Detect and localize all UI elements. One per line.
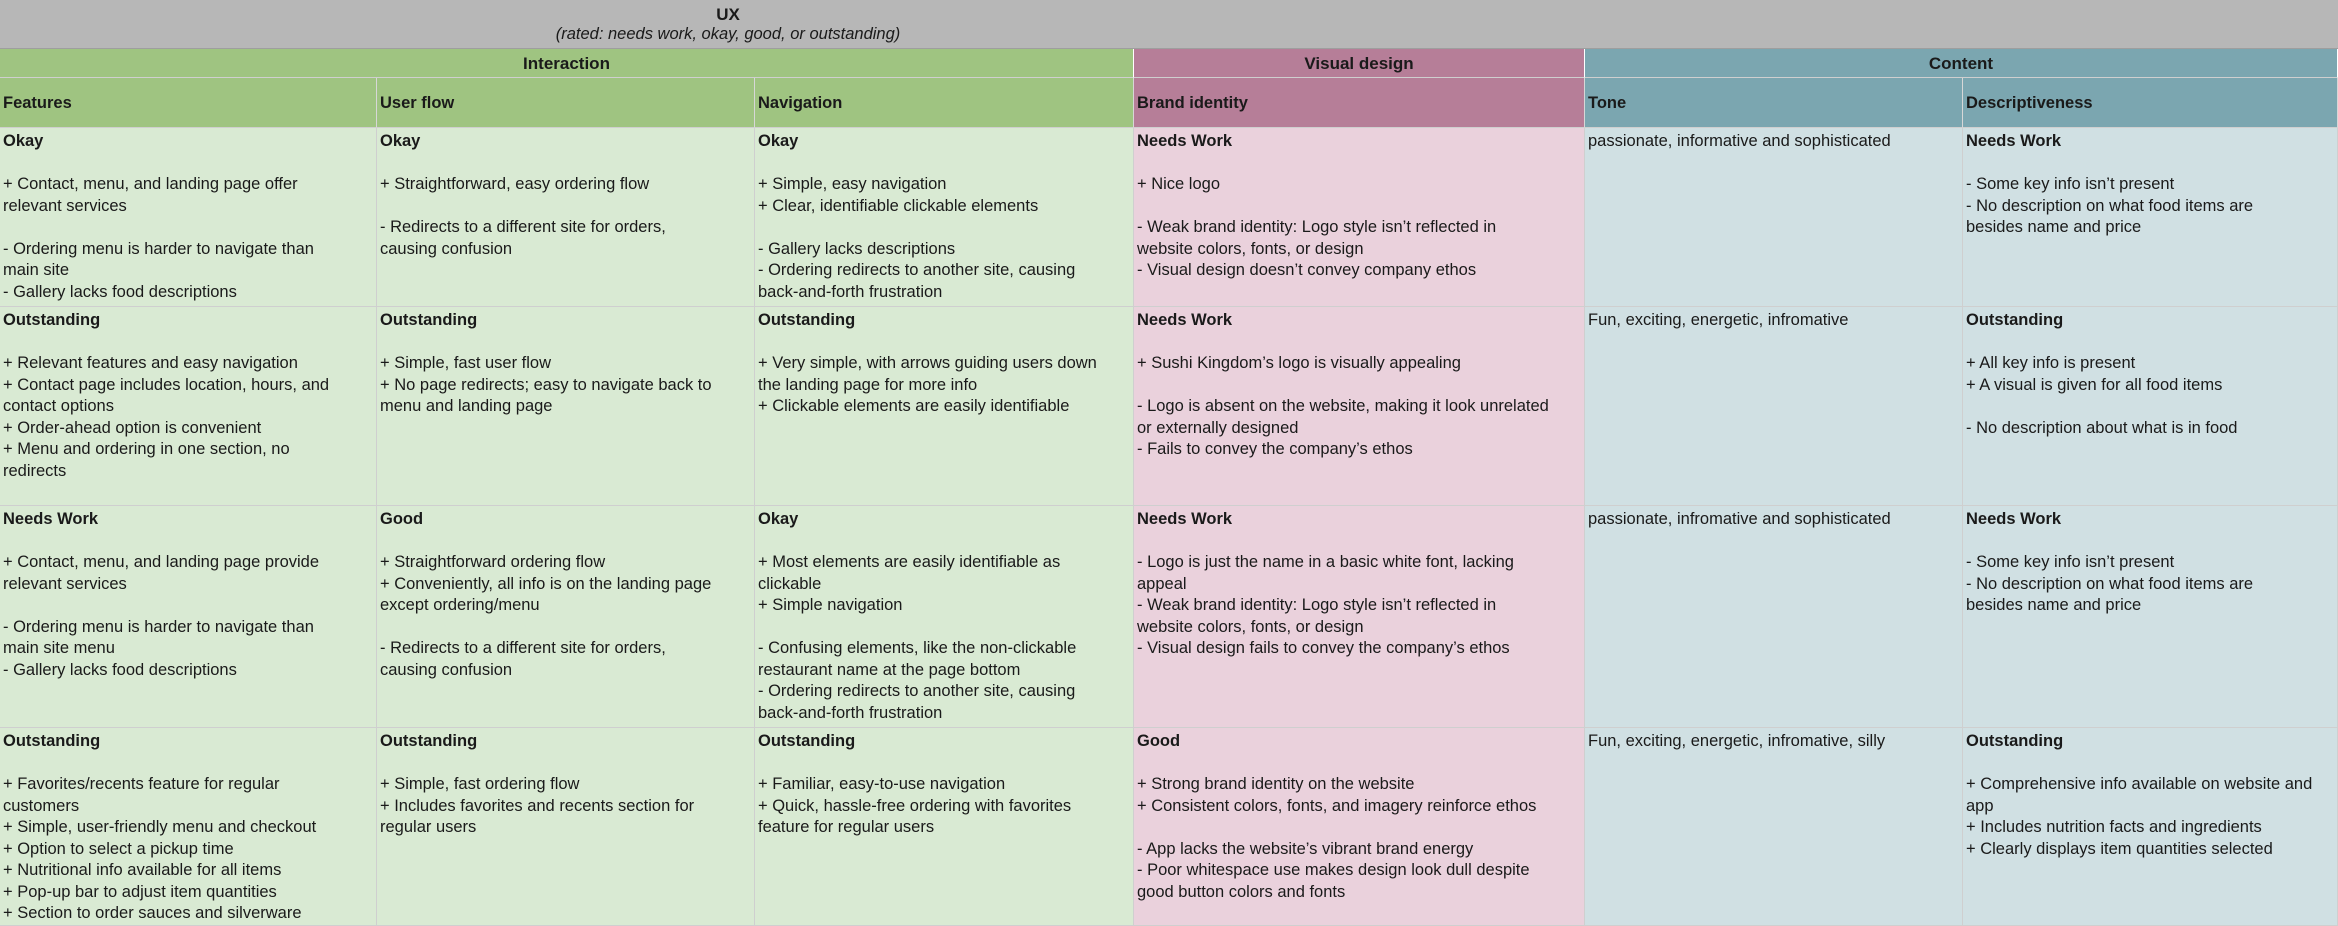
cell-brand[interactable]: [1134, 128, 1585, 307]
cell-line: + Most elements are easily identifiable as: [758, 553, 1061, 571]
group-header-visual-design[interactable]: Visual design: [1134, 49, 1585, 78]
spacer: [380, 332, 750, 354]
cell-line: + Pop-up bar to adjust item quantities: [3, 882, 277, 901]
cell-navigation[interactable]: [755, 728, 1134, 926]
cell-line: main site menu: [3, 639, 115, 657]
spacer: [1966, 531, 2333, 553]
rating-label: Outstanding: [758, 311, 856, 329]
column-header-user-flow[interactable]: User flow: [377, 78, 755, 128]
cell-line: + No page redirects; easy to navigate back to: [380, 375, 712, 394]
cell-line: + Nice logo: [1137, 175, 1221, 193]
spacer: [1137, 753, 1580, 775]
spacer: [1966, 396, 2333, 418]
spacer: [380, 617, 750, 639]
cell-line: + Conveniently, all info is on the landing page: [380, 574, 712, 593]
cell-line: besides name and price: [1966, 596, 2142, 614]
cell-line: - Poor whitespace use makes design look dull despite: [1137, 861, 1530, 879]
cell-line: + Simple, user-friendly menu and checkout: [3, 818, 317, 836]
cell-line: + Simple, easy navigation: [758, 175, 947, 193]
cell-tone[interactable]: [1585, 506, 1963, 728]
tone-text: passionate, infromative and sophisticated: [1588, 510, 1891, 528]
cell-line: - Ordering menu is harder to navigate than: [3, 617, 314, 636]
cell-line: relevant services: [3, 574, 127, 593]
spacer: [3, 753, 372, 775]
cell-navigation[interactable]: [755, 128, 1134, 307]
rating-label: Outstanding: [758, 732, 856, 750]
cell-line: - Gallery lacks food descriptions: [3, 282, 237, 301]
spacer: [758, 617, 1129, 639]
cell-line: - Redirects to a different site for orders,: [380, 218, 666, 236]
cell-line: - Some key info isn’t present: [1966, 175, 2175, 193]
rating-label: Outstanding: [3, 311, 101, 329]
cell-line: - Gallery lacks food descriptions: [3, 660, 237, 679]
cell-line: - Gallery lacks descriptions: [758, 239, 956, 258]
cell-descriptiveness[interactable]: [1963, 307, 2338, 506]
cell-line: the landing page for more info: [758, 375, 978, 394]
tone-text: Fun, exciting, energetic, infromative: [1588, 311, 1849, 329]
cell-tone[interactable]: [1585, 307, 1963, 506]
cell-line: + Section to order sauces and silverware: [3, 904, 302, 922]
cell-line: + Menu and ordering in one section, no: [3, 440, 290, 458]
cell-line: causing confusion: [380, 239, 513, 258]
spacer: [1137, 332, 1580, 354]
spacer: [380, 753, 750, 775]
cell-line: + Contact, menu, and landing page offer: [3, 175, 298, 193]
cell-line: - Fails to convey the company’s ethos: [1137, 440, 1413, 458]
cell-line: + Consistent colors, fonts, and imagery reinforce ethos: [1137, 796, 1537, 815]
cell-line: + Includes nutrition facts and ingredients: [1966, 818, 2262, 836]
cell-line: + Includes favorites and recents section for: [380, 796, 695, 815]
cell-line: + Quick, hassle-free ordering with favorites: [758, 796, 1072, 815]
cell-line: website colors, fonts, or design: [1137, 617, 1364, 636]
spacer: [3, 595, 372, 617]
column-header-brand-identity[interactable]: Brand identity: [1134, 78, 1585, 128]
rating-label: Outstanding: [380, 732, 478, 750]
spacer: [1966, 753, 2333, 775]
rating-label: Needs Work: [1137, 510, 1233, 528]
cell-line: + Sushi Kingdom’s logo is visually appealing: [1137, 354, 1461, 372]
cell-descriptiveness[interactable]: [1963, 128, 2338, 307]
cell-line: except ordering/menu: [380, 596, 540, 614]
spacer: [1966, 153, 2333, 175]
cell-line: - Logo is absent on the website, making it look unrelated: [1137, 397, 1549, 415]
spacer: [1137, 196, 1580, 218]
ux-header-cell[interactable]: [0, 0, 2338, 49]
group-header-content[interactable]: Content: [1585, 49, 2338, 78]
cell-line: + Familiar, easy-to-use navigation: [758, 775, 1006, 793]
cell-user-flow[interactable]: [377, 128, 755, 307]
cell-line: main site: [3, 261, 70, 279]
cell-descriptiveness[interactable]: [1963, 728, 2338, 926]
cell-tone[interactable]: [1585, 128, 1963, 307]
cell-features[interactable]: [0, 128, 377, 307]
cell-line: redirects: [3, 461, 67, 480]
cell-line: + All key info is present: [1966, 354, 2136, 372]
spacer: [380, 196, 750, 218]
spacer: [3, 332, 372, 354]
cell-line: back-and-forth frustration: [758, 703, 943, 722]
cell-line: good button colors and fonts: [1137, 882, 1346, 901]
spacer: [758, 753, 1129, 775]
cell-line: - Confusing elements, like the non-clickable: [758, 639, 1077, 657]
cell-line: or externally designed: [1137, 418, 1299, 437]
rating-label: Needs Work: [1137, 132, 1233, 150]
cell-line: + Comprehensive info available on website and: [1966, 775, 2313, 793]
spacer: [758, 531, 1129, 553]
cell-line: - No description about what is in food: [1966, 418, 2238, 437]
cell-line: website colors, fonts, or design: [1137, 239, 1364, 258]
cell-line: + Contact, menu, and landing page provide: [3, 553, 320, 571]
cell-line: - No description on what food items are: [1966, 196, 2254, 215]
spacer: [380, 531, 750, 553]
cell-line: + Simple, fast user flow: [380, 354, 552, 372]
rating-label: Outstanding: [3, 732, 101, 750]
spacer: [758, 153, 1129, 175]
cell-line: - Ordering redirects to another site, causing: [758, 682, 1076, 700]
cell-navigation[interactable]: [755, 307, 1134, 506]
cell-line: + Clearly displays item quantities selected: [1966, 839, 2273, 858]
cell-line: appeal: [1137, 574, 1187, 593]
cell-line: relevant services: [3, 196, 127, 215]
rating-label: Needs Work: [1137, 311, 1233, 329]
cell-line: + Favorites/recents feature for regular: [3, 775, 280, 793]
rating-label: Good: [1137, 732, 1181, 750]
spacer: [3, 217, 372, 239]
ux-title: UX: [716, 5, 740, 24]
cell-line: + Clickable elements are easily identifiable: [758, 397, 1070, 415]
column-header-descriptiveness[interactable]: Descriptiveness: [1963, 78, 2338, 128]
cell-line: restaurant name at the page bottom: [758, 660, 1021, 679]
cell-line: - Redirects to a different site for orders,: [380, 639, 666, 657]
spacer: [758, 217, 1129, 239]
cell-line: + Strong brand identity on the website: [1137, 775, 1415, 793]
cell-line: besides name and price: [1966, 218, 2142, 236]
spacer: [1966, 332, 2333, 354]
cell-features[interactable]: [0, 307, 377, 506]
cell-line: + Very simple, with arrows guiding users down: [758, 354, 1097, 372]
cell-line: + Relevant features and easy navigation: [3, 354, 298, 372]
rating-label: Needs Work: [1966, 510, 2062, 528]
rating-label: Good: [380, 510, 424, 528]
spacer: [1137, 153, 1580, 175]
cell-line: causing confusion: [380, 660, 513, 679]
cell-line: menu and landing page: [380, 397, 553, 415]
cell-user-flow[interactable]: [377, 728, 755, 926]
cell-line: regular users: [380, 818, 477, 836]
cell-line: + Option to select a pickup time: [3, 839, 234, 858]
cell-line: + Simple navigation: [758, 596, 903, 614]
spacer: [758, 332, 1129, 354]
rating-label: Outstanding: [380, 311, 478, 329]
cell-brand[interactable]: [1134, 728, 1585, 926]
column-header-navigation[interactable]: Navigation: [755, 78, 1134, 128]
cell-navigation[interactable]: [755, 506, 1134, 728]
cell-line: contact options: [3, 397, 114, 415]
cell-line: - Ordering redirects to another site, causing: [758, 261, 1076, 279]
cell-line: + Simple, fast ordering flow: [380, 775, 580, 793]
cell-line: app: [1966, 796, 1994, 815]
cell-tone[interactable]: [1585, 728, 1963, 926]
rating-label: Needs Work: [1966, 132, 2062, 150]
cell-brand[interactable]: [1134, 307, 1585, 506]
spacer: [3, 153, 372, 175]
cell-line: - Ordering menu is harder to navigate than: [3, 239, 314, 258]
cell-line: + Order-ahead option is convenient: [3, 418, 262, 437]
cell-line: + Clear, identifiable clickable elements: [758, 196, 1039, 215]
cell-line: back-and-forth frustration: [758, 282, 943, 301]
cell-line: - Weak brand identity: Logo style isn’t reflected in: [1137, 596, 1497, 614]
spacer: [380, 153, 750, 175]
cell-line: + Straightforward, easy ordering flow: [380, 175, 650, 193]
spacer: [1137, 817, 1580, 839]
rating-label: Okay: [3, 132, 44, 150]
cell-line: customers: [3, 796, 80, 815]
rating-label: Okay: [758, 132, 799, 150]
column-header-features[interactable]: Features: [0, 78, 377, 128]
rating-label: Okay: [380, 132, 421, 150]
rating-label: Outstanding: [1966, 732, 2064, 750]
rating-label: Needs Work: [3, 510, 99, 528]
cell-line: - No description on what food items are: [1966, 574, 2254, 593]
cell-line: + Straightforward ordering flow: [380, 553, 606, 571]
cell-line: - Visual design fails to convey the company’s ethos: [1137, 639, 1510, 657]
tone-text: Fun, exciting, energetic, infromative, silly: [1588, 732, 1886, 750]
cell-user-flow[interactable]: [377, 506, 755, 728]
tone-text: passionate, informative and sophisticated: [1588, 132, 1891, 150]
cell-descriptiveness[interactable]: [1963, 506, 2338, 728]
rating-label: Okay: [758, 510, 799, 528]
cell-features[interactable]: [0, 506, 377, 728]
spacer: [3, 531, 372, 553]
cell-line: clickable: [758, 574, 822, 593]
cell-line: - Some key info isn’t present: [1966, 553, 2175, 571]
cell-line: + A visual is given for all food items: [1966, 375, 2223, 394]
column-header-tone[interactable]: Tone: [1585, 78, 1963, 128]
cell-features[interactable]: [0, 728, 377, 926]
cell-line: - Logo is just the name in a basic white font, lacking: [1137, 553, 1514, 571]
spacer: [1137, 531, 1580, 553]
ux-subtitle: (rated: needs work, okay, good, or outstanding): [555, 25, 901, 43]
cell-user-flow[interactable]: [377, 307, 755, 506]
cell-line: feature for regular users: [758, 818, 935, 836]
cell-line: - App lacks the website’s vibrant brand energy: [1137, 839, 1474, 858]
group-header-interaction[interactable]: Interaction: [0, 49, 1134, 78]
cell-brand[interactable]: [1134, 506, 1585, 728]
cell-line: + Nutritional info available for all items: [3, 861, 282, 879]
cell-line: - Visual design doesn’t convey company ethos: [1137, 261, 1477, 279]
cell-line: + Contact page includes location, hours, and: [3, 375, 330, 394]
cell-line: - Weak brand identity: Logo style isn’t reflected in: [1137, 218, 1497, 236]
spacer: [1137, 375, 1580, 397]
rating-label: Outstanding: [1966, 311, 2064, 329]
